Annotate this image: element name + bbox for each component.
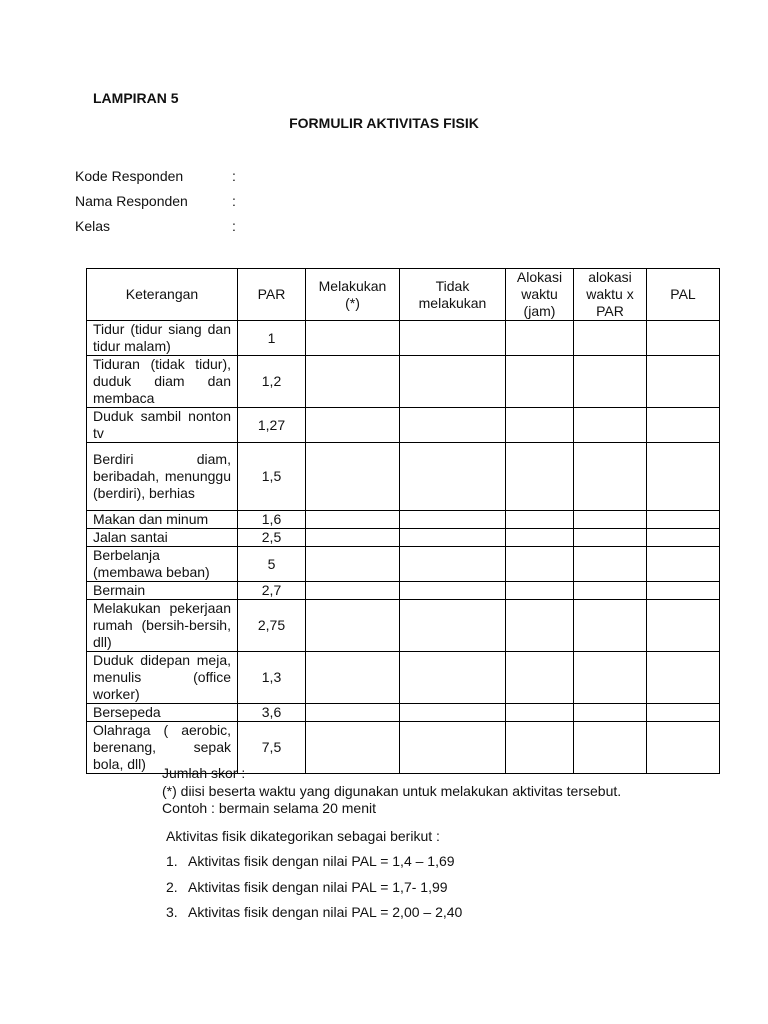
column-header-alokasi-waktu-x-par: alokasi waktu x PAR — [574, 269, 647, 321]
field-label: Kelas — [75, 218, 111, 234]
table-row — [87, 321, 720, 356]
field-colon: : — [232, 193, 236, 209]
table-header-row — [87, 269, 720, 321]
pal-cell[interactable] — [647, 600, 720, 652]
melakukan-cell[interactable] — [306, 511, 400, 529]
par-cell: 2,7 — [238, 582, 306, 600]
column-header-keterangan: Keterangan — [87, 269, 238, 321]
melakukan-cell[interactable] — [306, 356, 400, 408]
melakukan-cell[interactable] — [306, 443, 400, 511]
par-cell: 1,6 — [238, 511, 306, 529]
par-cell: 2,75 — [238, 600, 306, 652]
category-number: 3. — [166, 904, 178, 920]
asterisk-note: (*) diisi beserta waktu yang digunakan untuk melakukan aktivitas tersebut. — [162, 783, 622, 799]
par-cell: 7,5 — [238, 722, 306, 774]
column-header-melakukan: Melakukan (*) — [306, 269, 400, 321]
pal-cell[interactable] — [647, 511, 720, 529]
category-text: Aktivitas fisik dengan nilai PAL = 1,7- 1,99 — [188, 879, 448, 895]
alokasi-x-par-cell[interactable] — [574, 529, 647, 547]
alokasi-x-par-cell[interactable] — [574, 704, 647, 722]
column-header-alokasi-waktu: Alokasi waktu (jam) — [506, 269, 574, 321]
par-cell: 3,6 — [238, 704, 306, 722]
tidak-melakukan-cell[interactable] — [400, 547, 506, 582]
melakukan-cell[interactable] — [306, 529, 400, 547]
alokasi-waktu-cell[interactable] — [506, 529, 574, 547]
table-row — [87, 511, 720, 529]
column-header-pal: PAL — [647, 269, 720, 321]
par-cell: 5 — [238, 547, 306, 582]
alokasi-waktu-cell[interactable] — [506, 652, 574, 704]
melakukan-cell[interactable] — [306, 582, 400, 600]
field-colon: : — [232, 168, 236, 184]
alokasi-waktu-cell[interactable] — [506, 547, 574, 582]
melakukan-cell[interactable] — [306, 704, 400, 722]
tidak-melakukan-cell[interactable] — [400, 356, 506, 408]
par-cell: 2,5 — [238, 529, 306, 547]
form-title: FORMULIR AKTIVITAS FISIK — [289, 115, 479, 131]
pal-cell[interactable] — [647, 582, 720, 600]
melakukan-cell[interactable] — [306, 652, 400, 704]
table-row — [87, 443, 720, 511]
alokasi-x-par-cell[interactable] — [574, 511, 647, 529]
tidak-melakukan-cell[interactable] — [400, 582, 506, 600]
alokasi-x-par-cell[interactable] — [574, 408, 647, 443]
column-header-tidak-melakukan: Tidak melakukan — [400, 269, 506, 321]
appendix-label: LAMPIRAN 5 — [93, 90, 179, 106]
pal-cell[interactable] — [647, 652, 720, 704]
alokasi-x-par-cell[interactable] — [574, 600, 647, 652]
par-cell: 1,3 — [238, 652, 306, 704]
tidak-melakukan-cell[interactable] — [400, 321, 506, 356]
melakukan-cell[interactable] — [306, 321, 400, 356]
keterangan-cell: Berdiri diam, beribadah, menunggu (berdiri), berhias — [87, 443, 238, 511]
example-note: Contoh : bermain selama 20 menit — [162, 800, 376, 816]
category-text: Aktivitas fisik dengan nilai PAL = 2,00 – 2,40 — [188, 904, 463, 920]
melakukan-cell[interactable] — [306, 722, 400, 774]
tidak-melakukan-cell[interactable] — [400, 443, 506, 511]
alokasi-waktu-cell[interactable] — [506, 511, 574, 529]
pal-cell[interactable] — [647, 356, 720, 408]
table-row — [87, 408, 720, 443]
keterangan-cell: Jalan santai — [87, 529, 238, 547]
table-row — [87, 529, 720, 547]
pal-cell[interactable] — [647, 722, 720, 774]
pal-cell[interactable] — [647, 529, 720, 547]
alokasi-waktu-cell[interactable] — [506, 600, 574, 652]
alokasi-x-par-cell[interactable] — [574, 356, 647, 408]
alokasi-x-par-cell[interactable] — [574, 443, 647, 511]
alokasi-x-par-cell[interactable] — [574, 652, 647, 704]
keterangan-cell: Tidur (tidur siang dan tidur malam) — [87, 321, 238, 356]
keterangan-cell: Makan dan minum — [87, 511, 238, 529]
keterangan-cell: Bermain — [87, 582, 238, 600]
table-row — [87, 652, 720, 704]
par-cell: 1 — [238, 321, 306, 356]
alokasi-x-par-cell[interactable] — [574, 547, 647, 582]
par-cell: 1,2 — [238, 356, 306, 408]
table-row — [87, 547, 720, 582]
keterangan-cell: Berbelanja (membawa beban) — [87, 547, 238, 582]
tidak-melakukan-cell[interactable] — [400, 722, 506, 774]
keterangan-cell: Melakukan pekerjaan rumah (bersih-bersih, dll) — [87, 600, 238, 652]
category-number: 1. — [166, 853, 178, 869]
tidak-melakukan-cell[interactable] — [400, 704, 506, 722]
alokasi-x-par-cell[interactable] — [574, 582, 647, 600]
table-row — [87, 600, 720, 652]
alokasi-x-par-cell[interactable] — [574, 321, 647, 356]
keterangan-cell: Duduk didepan meja, menulis (office worker) — [87, 652, 238, 704]
tidak-melakukan-cell[interactable] — [400, 600, 506, 652]
alokasi-waktu-cell[interactable] — [506, 704, 574, 722]
jumlah-skor-label: Jumlah skor : — [162, 765, 246, 781]
keterangan-cell: Tiduran (tidak tidur), duduk diam dan membaca — [87, 356, 238, 408]
keterangan-cell: Bersepeda — [87, 704, 238, 722]
field-label: Kode Responden — [75, 168, 184, 184]
keterangan-cell: Olahraga ( aerobic, berenang, sepak bola, dll) — [87, 722, 238, 774]
alokasi-waktu-cell[interactable] — [506, 321, 574, 356]
melakukan-cell[interactable] — [306, 547, 400, 582]
table-row — [87, 582, 720, 600]
keterangan-cell: Duduk sambil nonton tv — [87, 408, 238, 443]
tidak-melakukan-cell[interactable] — [400, 511, 506, 529]
melakukan-cell[interactable] — [306, 600, 400, 652]
melakukan-cell[interactable] — [306, 408, 400, 443]
activity-table — [86, 268, 720, 774]
alokasi-waktu-cell[interactable] — [506, 356, 574, 408]
pal-cell[interactable] — [647, 443, 720, 511]
table-row — [87, 704, 720, 722]
tidak-melakukan-cell[interactable] — [400, 652, 506, 704]
category-text: Aktivitas fisik dengan nilai PAL = 1,4 – 1,69 — [188, 853, 455, 869]
field-label: Nama Responden — [75, 193, 188, 209]
pal-cell[interactable] — [647, 547, 720, 582]
pal-cell[interactable] — [647, 408, 720, 443]
category-intro: Aktivitas fisik dikategorikan sebagai berikut : — [166, 828, 440, 844]
pal-cell[interactable] — [647, 704, 720, 722]
tidak-melakukan-cell[interactable] — [400, 408, 506, 443]
par-cell: 1,5 — [238, 443, 306, 511]
par-cell: 1,27 — [238, 408, 306, 443]
field-colon: : — [232, 218, 236, 234]
pal-cell[interactable] — [647, 321, 720, 356]
alokasi-x-par-cell[interactable] — [574, 722, 647, 774]
alokasi-waktu-cell[interactable] — [506, 443, 574, 511]
category-number: 2. — [166, 879, 178, 895]
column-header-par: PAR — [238, 269, 306, 321]
alokasi-waktu-cell[interactable] — [506, 582, 574, 600]
table-row — [87, 356, 720, 408]
alokasi-waktu-cell[interactable] — [506, 722, 574, 774]
alokasi-waktu-cell[interactable] — [506, 408, 574, 443]
tidak-melakukan-cell[interactable] — [400, 529, 506, 547]
